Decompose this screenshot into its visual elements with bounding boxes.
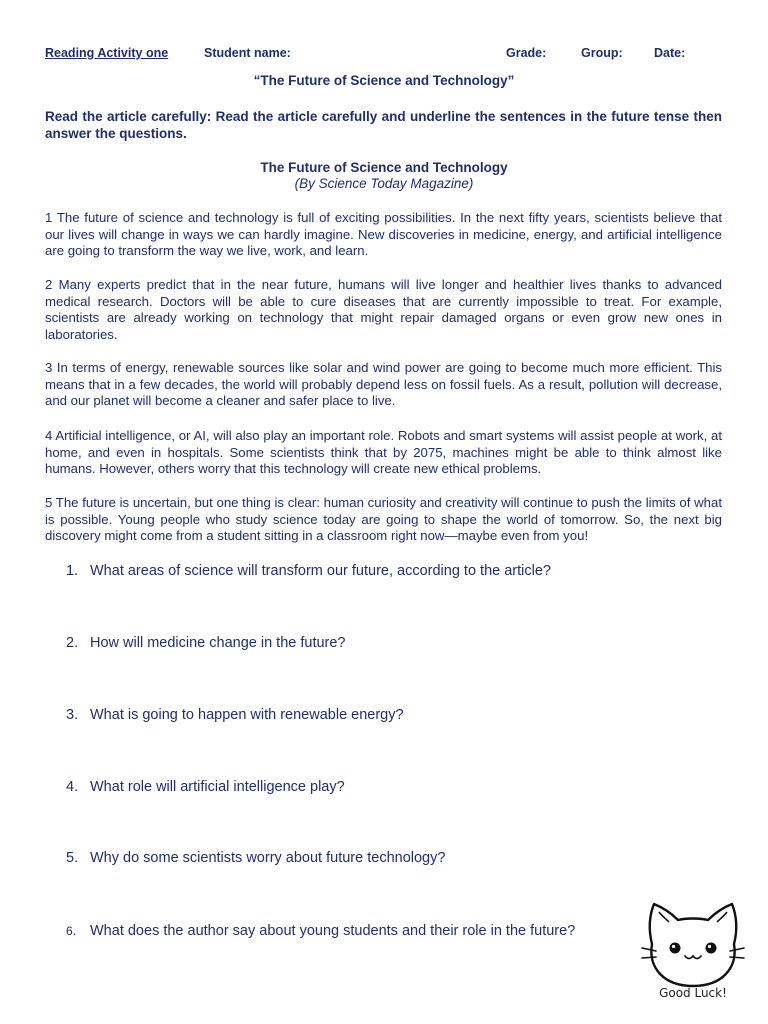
question-item xyxy=(66,634,666,652)
good-luck-cat xyxy=(638,898,748,1013)
question-text: How will medicine change in the future? xyxy=(90,635,346,651)
instructions: Read the article carefully: Read the article carefully and underline the sentences in the future tense then answer the questions. xyxy=(45,109,722,141)
question-item xyxy=(66,778,666,796)
student-name-label: Student name: xyxy=(204,46,291,60)
question-text: What areas of science will transform our future, according to the article? xyxy=(90,563,551,579)
question-text: What does the author say about young students and their role in the future? xyxy=(90,923,576,939)
question-number: 4. xyxy=(66,779,79,795)
good-luck-caption: Good Luck! xyxy=(659,986,727,1000)
article-title: The Future of Science and Technology xyxy=(260,160,508,175)
question-text: Why do some scientists worry about future technology? xyxy=(90,850,446,866)
grade-label: Grade: xyxy=(506,46,547,60)
question-text: What is going to happen with renewable energy? xyxy=(90,707,404,723)
activity-label: Reading Activity one xyxy=(45,46,169,60)
question-item xyxy=(66,562,666,580)
group-label: Group: xyxy=(581,46,623,60)
worksheet-header xyxy=(45,46,725,62)
worksheet-title: “The Future of Science and Technology” xyxy=(253,73,515,88)
question-text: What role will artificial intelligence play? xyxy=(90,779,345,795)
article-paragraph: 3 In terms of energy, renewable sources like solar and wind power are going to become much more efficient. This means that in a few decades, the world will probably depend less on fossil fuels. As a result, pollution will decrease, and our planet will become a cleaner and safer place to live. xyxy=(45,360,722,409)
question-number: 5. xyxy=(66,850,79,866)
article-paragraph: 1 The future of science and technology is full of exciting possibilities. In the next fifty years, scientists believe that our lives will change in ways we can hardly imagine. New discoveries in medicine, energy, and artificial intelligence are going to transform the way we live, work, and learn. xyxy=(45,210,722,259)
date-label: Date: xyxy=(654,46,686,60)
question-item xyxy=(66,922,666,940)
question-number: 3. xyxy=(66,707,79,723)
question-item xyxy=(66,849,666,867)
article-paragraph: 5 The future is uncertain, but one thing is clear: human curiosity and creativity will continue to push the limits of what is possible. Young people who study science today are going to shape the world of tomorrow. So, the next big discovery might come from a student sitting in a classroom right now—maybe even from you! xyxy=(45,495,722,544)
article-paragraph: 2 Many experts predict that in the near future, humans will live longer and healthier lives thanks to advanced medical research. Doctors will be able to cure diseases that are currently impossible to treat. For example, scientists are already working on technology that might repair damaged organs or even grow new ones in laboratories. xyxy=(45,277,722,342)
article-byline: (By Science Today Magazine) xyxy=(294,176,474,191)
article-paragraph: 4 Artificial intelligence, or AI, will also play an important role. Robots and smart systems will assist people at work, at home, and even in hospitals. Some scientists think that by 2075, machines might be able to think almost like humans. However, others worry that this technology will create new ethical problems. xyxy=(45,428,722,477)
cat-face-icon xyxy=(638,898,748,990)
question-item xyxy=(66,706,666,724)
question-number: 2. xyxy=(66,635,79,651)
question-number: 6. xyxy=(66,924,77,938)
question-number: 1. xyxy=(66,563,79,579)
